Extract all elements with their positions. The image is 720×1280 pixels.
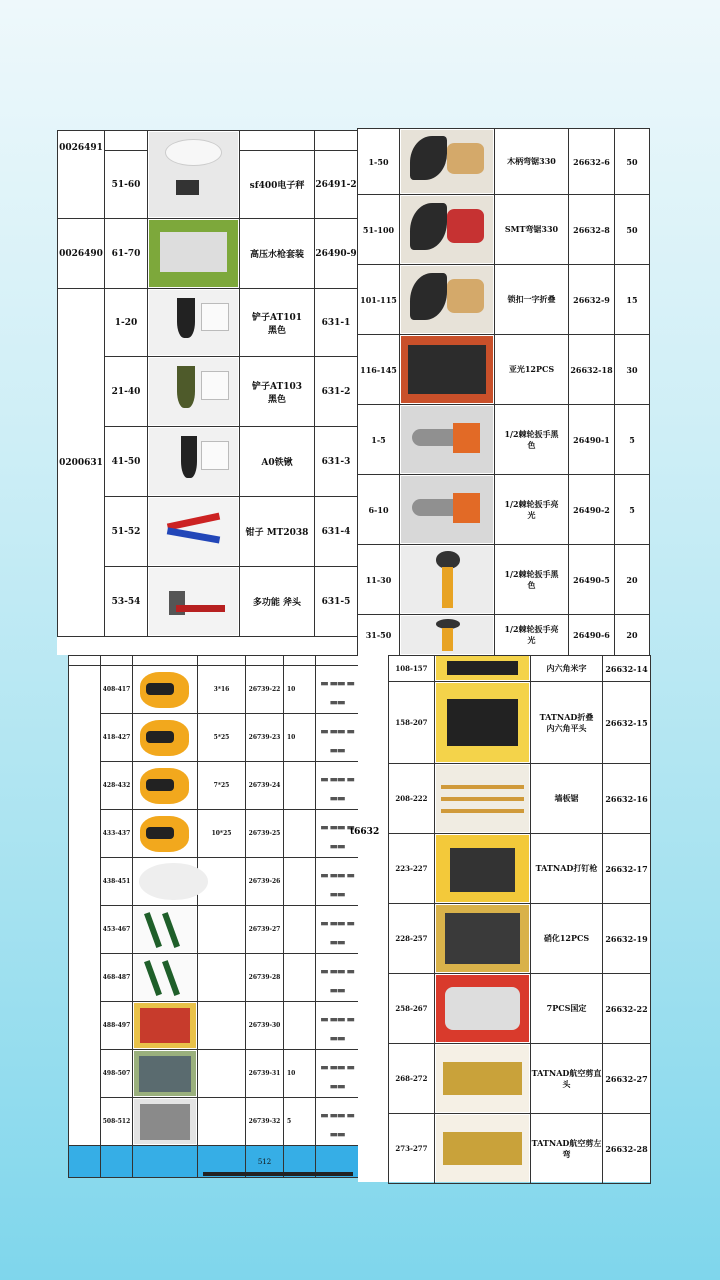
product-code: 26739-26: [246, 858, 284, 906]
spec-cell: [198, 1098, 246, 1146]
table-row: [358, 615, 650, 656]
product-image: [400, 335, 495, 405]
product-name: 高压水枪套装: [240, 219, 315, 289]
product-code: 26632-9: [569, 265, 615, 335]
smudged-cell: ▬ ▬▬ ▬ ▬▬: [316, 1098, 359, 1146]
product-image: [435, 1114, 531, 1184]
range-cell: 51-52: [105, 497, 148, 567]
table-row: [358, 335, 650, 405]
group-code: 0200631: [58, 289, 105, 637]
pliers-image: [149, 498, 238, 565]
product-code: 26632-22: [603, 974, 651, 1044]
range-cell: 31-50: [358, 615, 400, 656]
smudged-cell: ▬ ▬▬ ▬ ▬▬: [316, 810, 359, 858]
product-code: 26739-30: [246, 1002, 284, 1050]
product-code: 631-3: [315, 427, 358, 497]
shovel-olive-image: [149, 358, 238, 425]
product-code: 26632-19: [603, 904, 651, 974]
inventory-table-a: [57, 130, 358, 637]
product-code: 26490-5: [569, 545, 615, 615]
table-row: [389, 1114, 651, 1184]
range-cell: 228-257: [389, 904, 435, 974]
product-code: 631-5: [315, 567, 358, 637]
product-name: TATNAD航空剪直头: [531, 1044, 603, 1114]
table-row: [69, 906, 359, 954]
staple-gun-image: [436, 835, 529, 902]
table-row: [69, 1098, 359, 1146]
product-code: 631-1: [315, 289, 358, 357]
quantity-cell: [284, 858, 316, 906]
product-code: 26632-14: [603, 656, 651, 682]
bit-kit-image: [134, 1099, 196, 1144]
product-image: [435, 904, 531, 974]
range-cell: 408-417: [101, 666, 133, 714]
aviation-snips-image: [436, 1115, 529, 1182]
product-code: 26491-2: [315, 151, 358, 219]
product-image: [148, 219, 240, 289]
product-code: 26490-2: [569, 475, 615, 545]
range-cell: 158-207: [389, 682, 435, 764]
hex-key-image: [436, 683, 529, 762]
product-code: 631-4: [315, 497, 358, 567]
product-image: [400, 475, 495, 545]
product-image: [435, 834, 531, 904]
wrench-set-image: [436, 975, 529, 1042]
quantity-cell: 5: [615, 475, 650, 545]
product-name: 墙板锯: [531, 764, 603, 834]
product-name: A0铁锹: [240, 427, 315, 497]
tape-measure-image: [134, 667, 196, 712]
product-image: [133, 906, 198, 954]
product-code: 26490-9: [315, 219, 358, 289]
range-cell: 258-267: [389, 974, 435, 1044]
range-cell: 53-54: [105, 567, 148, 637]
product-image: [133, 1050, 198, 1098]
product-image: [133, 858, 198, 906]
product-code: 26632-16: [603, 764, 651, 834]
product-image: [133, 954, 198, 1002]
axe-image: [149, 568, 238, 635]
panel-top-left: [57, 130, 357, 655]
range-cell: 428-432: [101, 762, 133, 810]
range-cell: 418-427: [101, 714, 133, 762]
blank-image: [134, 859, 196, 904]
product-name: 硝化12PCS: [531, 904, 603, 974]
quantity-cell: [284, 906, 316, 954]
quantity-cell: 5: [615, 405, 650, 475]
total-underline: [203, 1172, 353, 1176]
smudged-cell: ▬ ▬▬ ▬ ▬▬: [316, 762, 359, 810]
product-name: TATNAD打钉枪: [531, 834, 603, 904]
tape-measure-image: [134, 715, 196, 760]
group-code: 0026490: [58, 219, 105, 289]
product-image: [133, 1002, 198, 1050]
range-cell: 508-512: [101, 1098, 133, 1146]
quantity-cell: [284, 954, 316, 1002]
product-code: 26632-18: [569, 335, 615, 405]
product-name: TATNAD折叠 内六角平头: [531, 682, 603, 764]
quantity-cell: 15: [615, 265, 650, 335]
product-name: 铲子AT101 黑色: [240, 289, 315, 357]
smudged-cell: ▬ ▬▬ ▬ ▬▬: [316, 858, 359, 906]
product-image: [133, 810, 198, 858]
product-name: SMT弯锯330: [495, 195, 569, 265]
spec-cell: 3*16: [198, 666, 246, 714]
product-image: [400, 615, 495, 656]
spec-cell: 5*25: [198, 714, 246, 762]
ratchet-image: [401, 616, 493, 654]
inventory-table-c: [68, 655, 359, 1178]
range-cell: 11-30: [358, 545, 400, 615]
product-code: 26632-8: [569, 195, 615, 265]
product-image: [133, 762, 198, 810]
product-name: 木柄弯锯330: [495, 129, 569, 195]
product-code: 26490-1: [569, 405, 615, 475]
product-image: [133, 666, 198, 714]
bit-kit-image: [134, 1051, 196, 1096]
inventory-table-d: [388, 655, 651, 1184]
product-name: 7PCS国定: [531, 974, 603, 1044]
product-image: [400, 265, 495, 335]
product-image: [400, 405, 495, 475]
product-name: 多功能 斧头: [240, 567, 315, 637]
panel-top-right: [357, 128, 649, 655]
range-cell: 51-60: [105, 151, 148, 219]
bit-kit-image: [436, 905, 529, 972]
range-cell: 1-50: [358, 129, 400, 195]
range-cell: 468-487: [101, 954, 133, 1002]
table-row: [69, 1050, 359, 1098]
product-image: [133, 714, 198, 762]
smudged-cell: ▬ ▬▬ ▬ ▬▬: [316, 906, 359, 954]
product-name: 钳子 MT2038: [240, 497, 315, 567]
product-name: TATNAD航空剪左弯: [531, 1114, 603, 1184]
quantity-cell: 10: [284, 714, 316, 762]
range-cell: 61-70: [105, 219, 148, 289]
table-row: [358, 129, 650, 195]
saw-image: [401, 266, 493, 333]
range-cell: 223-227: [389, 834, 435, 904]
spec-cell: 7*25: [198, 762, 246, 810]
range-cell: 433-437: [101, 810, 133, 858]
product-image: [133, 1098, 198, 1146]
screwdriver-image: [134, 955, 196, 1000]
range-cell: 268-272: [389, 1044, 435, 1114]
table-row: [358, 545, 650, 615]
product-image: [148, 131, 240, 219]
spec-cell: [198, 906, 246, 954]
table-row: [389, 1044, 651, 1114]
product-image: [435, 682, 531, 764]
table-row: [389, 682, 651, 764]
quantity-cell: [284, 810, 316, 858]
product-image: [435, 974, 531, 1044]
product-code: 26490-6: [569, 615, 615, 656]
smudged-cell: ▬ ▬▬ ▬ ▬▬: [316, 714, 359, 762]
product-image: [148, 567, 240, 637]
product-code: 26632-28: [603, 1114, 651, 1184]
total-cell: 512: [246, 1146, 284, 1178]
spec-cell: [198, 954, 246, 1002]
table-row: [69, 858, 359, 906]
product-code: 26632-17: [603, 834, 651, 904]
table-row: [358, 405, 650, 475]
table-row: [358, 195, 650, 265]
range-cell: 488-497: [101, 1002, 133, 1050]
range-cell: 208-222: [389, 764, 435, 834]
bit-set-image: [401, 336, 493, 403]
quantity-cell: 5: [284, 1098, 316, 1146]
aviation-snips-image: [436, 1045, 529, 1112]
product-image: [400, 195, 495, 265]
product-image: [400, 129, 495, 195]
product-code: 26739-23: [246, 714, 284, 762]
range-cell: 1-5: [358, 405, 400, 475]
product-name: 锁扣一字折叠: [495, 265, 569, 335]
range-cell: 41-50: [105, 427, 148, 497]
smudged-cell: ▬ ▬▬ ▬ ▬▬: [316, 1002, 359, 1050]
product-name: 内六角米字: [531, 656, 603, 682]
smudged-cell: ▬ ▬▬ ▬ ▬▬: [316, 666, 359, 714]
range-cell: 453-467: [101, 906, 133, 954]
table-row: [69, 1002, 359, 1050]
product-code: 26632-15: [603, 682, 651, 764]
product-image: [435, 1044, 531, 1114]
product-code: 26739-28: [246, 954, 284, 1002]
product-code: 26739-22: [246, 666, 284, 714]
product-image: [435, 764, 531, 834]
bit-kit-image: [134, 1003, 196, 1048]
scale-image: [149, 132, 238, 217]
product-name: 铲子AT103 黑色: [240, 357, 315, 427]
quantity-cell: [284, 762, 316, 810]
product-name: 1/2棘轮扳手亮 光: [495, 615, 569, 656]
product-name: 1/2棘轮扳手亮 光: [495, 475, 569, 545]
range-cell: 116-145: [358, 335, 400, 405]
range-cell: 6-10: [358, 475, 400, 545]
table-row: [69, 810, 359, 858]
product-code: 26739-25: [246, 810, 284, 858]
pressure-washer-image: [149, 220, 238, 287]
product-image: [148, 497, 240, 567]
spec-cell: [198, 1050, 246, 1098]
product-name: sf400电子秤: [240, 151, 315, 219]
quantity-cell: 10: [284, 1050, 316, 1098]
panel-bottom-left: [68, 655, 358, 1175]
panel-bottom-right: [350, 655, 650, 1182]
range-cell: 1-20: [105, 289, 148, 357]
table-row: [69, 666, 359, 714]
product-code: 631-2: [315, 357, 358, 427]
quantity-cell: [284, 1002, 316, 1050]
shovel-black-image: [149, 290, 238, 355]
product-code: 26739-24: [246, 762, 284, 810]
product-name: 1/2棘轮扳手黑 色: [495, 545, 569, 615]
wrench-image: [401, 476, 493, 543]
smudged-cell: ▬ ▬▬ ▬ ▬▬: [316, 954, 359, 1002]
range-cell: 108-157: [389, 656, 435, 682]
table-row: [69, 714, 359, 762]
product-code: 26739-32: [246, 1098, 284, 1146]
spade-image: [149, 428, 238, 495]
group-code: 0026491: [58, 131, 105, 219]
range-cell: 51-100: [358, 195, 400, 265]
table-row: [358, 475, 650, 545]
table-row: [389, 834, 651, 904]
range-cell: 21-40: [105, 357, 148, 427]
table-row: [389, 904, 651, 974]
product-code: 26632-27: [603, 1044, 651, 1114]
product-image: [148, 357, 240, 427]
quantity-cell: 50: [615, 129, 650, 195]
drywall-saw-image: [436, 765, 529, 832]
screwdriver-image: [134, 907, 196, 952]
table-row: [389, 974, 651, 1044]
saw-image: [401, 130, 493, 193]
table-row: [389, 656, 651, 682]
spec-cell: [198, 1002, 246, 1050]
table-row: [69, 954, 359, 1002]
quantity-cell: 20: [615, 545, 650, 615]
product-image: [148, 289, 240, 357]
tape-measure-image: [134, 811, 196, 856]
table-row: [69, 762, 359, 810]
product-name: 1/2棘轮扳手黑 色: [495, 405, 569, 475]
quantity-cell: 50: [615, 195, 650, 265]
saw-image: [401, 196, 493, 263]
product-image: [400, 545, 495, 615]
tape-measure-image: [134, 763, 196, 808]
range-cell: 438-451: [101, 858, 133, 906]
smudged-cell: ▬ ▬▬ ▬ ▬▬: [316, 1050, 359, 1098]
side-label: t6632: [350, 827, 380, 837]
product-code: 26739-31: [246, 1050, 284, 1098]
inventory-table-b: [357, 128, 650, 656]
hex-key-image: [436, 656, 529, 680]
range-cell: 273-277: [389, 1114, 435, 1184]
quantity-cell: 10: [284, 666, 316, 714]
product-code: 26739-27: [246, 906, 284, 954]
product-image: [435, 656, 531, 682]
wrench-image: [401, 406, 493, 473]
spec-cell: 10*25: [198, 810, 246, 858]
range-cell: 498-507: [101, 1050, 133, 1098]
table-row: [389, 764, 651, 834]
product-image: [148, 427, 240, 497]
table-row: [358, 265, 650, 335]
ratchet-image: [401, 546, 493, 613]
quantity-cell: 30: [615, 335, 650, 405]
range-cell: 101-115: [358, 265, 400, 335]
quantity-cell: 20: [615, 615, 650, 656]
product-code: 26632-6: [569, 129, 615, 195]
product-name: 亚光12PCS: [495, 335, 569, 405]
